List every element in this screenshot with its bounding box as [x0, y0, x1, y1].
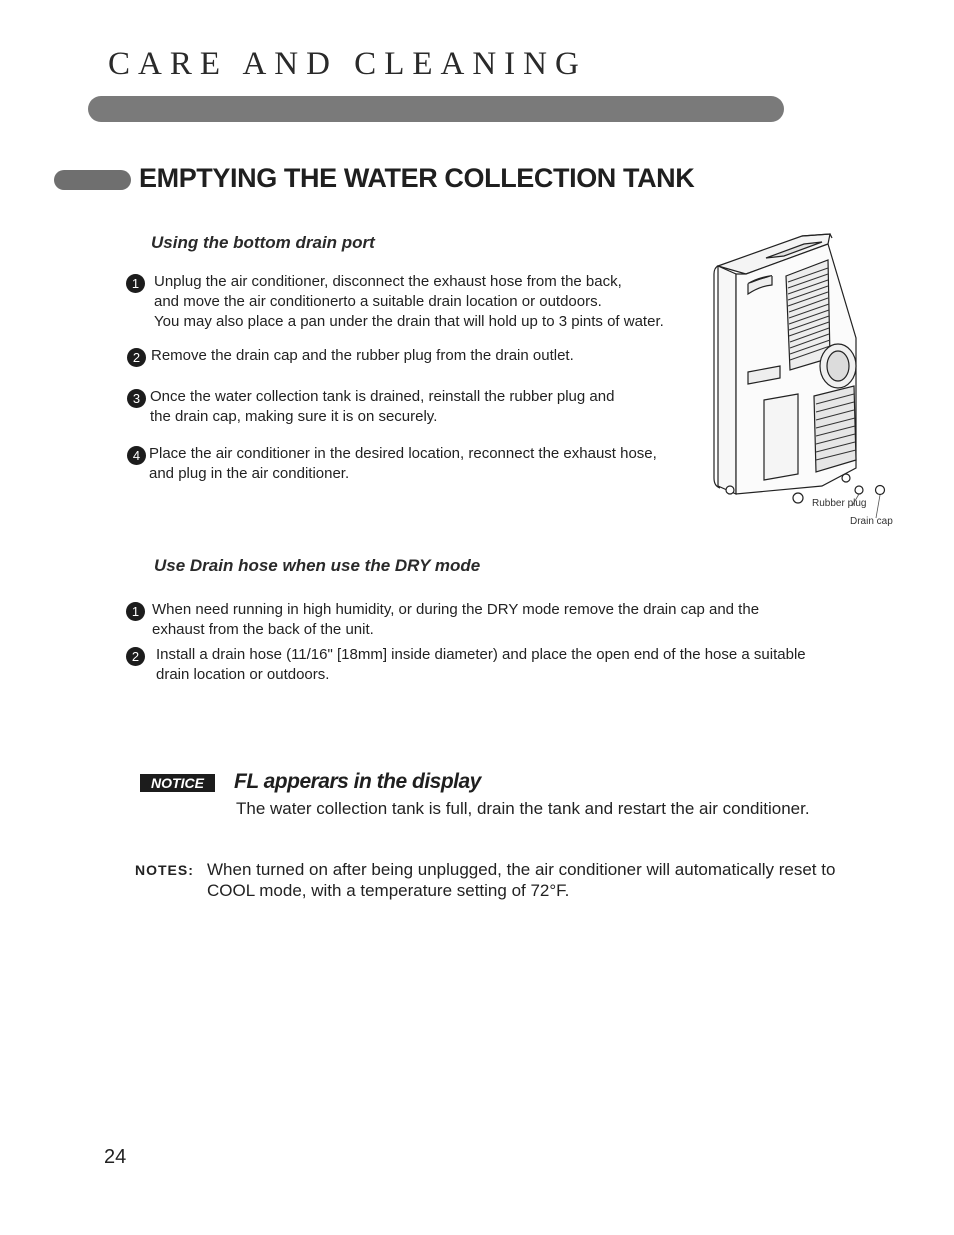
- subheading-bottom-drain: Using the bottom drain port: [151, 233, 375, 252]
- notes-label: NOTES:: [135, 862, 194, 878]
- notes-text: When turned on after being unplugged, the air conditioner will automatically reset to: [207, 860, 836, 879]
- step-number: 1: [126, 274, 145, 293]
- chapter-title: CARE AND CLEANING: [108, 46, 587, 82]
- step-item: [126, 346, 574, 366]
- step-text: and plug in the air conditioner.: [149, 465, 350, 482]
- section-marker: [54, 170, 131, 190]
- step-number: 3: [127, 389, 146, 408]
- subheading-dry-mode: Use Drain hose when use the DRY mode: [154, 556, 481, 575]
- step-item: [126, 600, 759, 640]
- chapter-divider-bar: [88, 96, 784, 122]
- step-item: [126, 272, 664, 332]
- step-number: 2: [126, 647, 145, 666]
- step-item: [127, 387, 614, 427]
- step-text: the drain cap, making sure it is on securely.: [150, 408, 438, 425]
- page-number: 24: [104, 1146, 127, 1168]
- step-text: Unplug the air conditioner, disconnect the exhaust hose from the back,: [154, 273, 622, 290]
- notes-body: [207, 859, 835, 901]
- notice-badge: NOTICE: [140, 774, 215, 792]
- step-number: 4: [127, 446, 146, 465]
- label-rubber-plug: Rubber plug: [812, 498, 867, 509]
- step-text: Place the air conditioner in the desired location, reconnect the exhaust hose,: [149, 445, 657, 462]
- notice-title: FL apperars in the display: [234, 770, 481, 793]
- step-text: exhaust from the back of the unit.: [152, 621, 374, 638]
- step-item: [126, 645, 806, 685]
- step-text: When need running in high humidity, or during the DRY mode remove the drain cap and the: [152, 601, 760, 618]
- section-title: EMPTYING THE WATER COLLECTION TANK: [139, 163, 695, 193]
- step-text: drain location or outdoors.: [156, 666, 330, 683]
- step-number: 2: [127, 348, 146, 367]
- step-number: 1: [126, 602, 145, 621]
- step-text: and move the air conditionerto a suitable drain location or outdoors.: [154, 293, 602, 310]
- label-drain-cap: Drain cap: [850, 516, 893, 527]
- notes-text: COOL mode, with a temperature setting of 72°F.: [207, 881, 570, 900]
- step-text: You may also place a pan under the drain that will hold up to 3 pints of water.: [154, 313, 664, 330]
- step-item: [127, 444, 657, 484]
- step-text: Install a drain hose (11/16" [18mm] inside diameter) and place the open end of the hose a suitable: [156, 646, 806, 663]
- air-conditioner-illustration: [706, 228, 902, 532]
- air-conditioner-drawing: [706, 228, 902, 532]
- step-text: Once the water collection tank is drained, reinstall the rubber plug and: [150, 388, 615, 405]
- step-text: Remove the drain cap and the rubber plug from the drain outlet.: [151, 347, 574, 364]
- notice-body: The water collection tank is full, drain the tank and restart the air conditioner.: [236, 799, 810, 818]
